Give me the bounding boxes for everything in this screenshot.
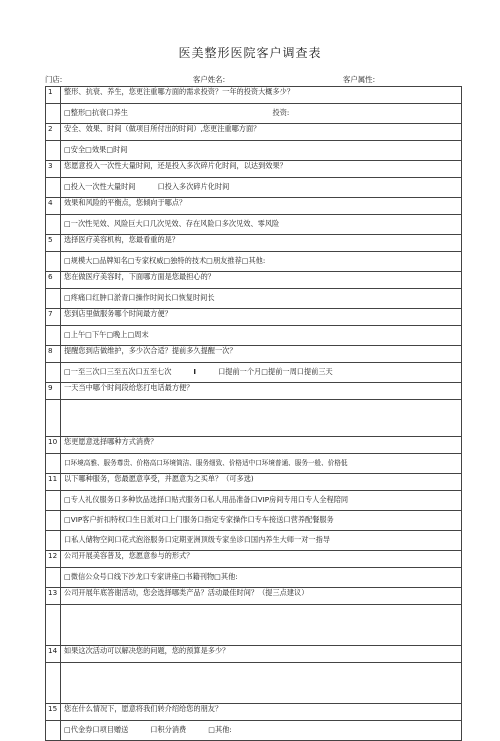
- answer-options: [61, 178, 462, 198]
- question-row: [46, 551, 462, 568]
- question-text: 整形、抗衰、养生，您更注重哪方面的需求投资？一年的投资大概多少？: [61, 87, 462, 104]
- question-text: 以下哪种服务，您最愿意享受，并愿意为之买单？（可多选): [61, 474, 462, 491]
- option-checkboxes[interactable]: 口投入多次碎片化时间: [157, 182, 230, 191]
- question-row: [46, 474, 462, 491]
- question-text: 选择医疗美容机构，您最看重的是？: [61, 235, 462, 252]
- question-row: [46, 87, 462, 104]
- question-text: 您到店里做服务哪个时间最方便？: [61, 309, 462, 326]
- question-text: 公司开展年底答谢活动，您会选择哪类产品？活动最佳时间？（提三点建议）: [61, 588, 462, 605]
- question-text: 您在什么情况下，愿意将我们转介绍给您的朋友？: [61, 704, 462, 721]
- question-row: [46, 309, 462, 326]
- store-label: 门店:: [45, 75, 63, 84]
- answer-options: [61, 363, 462, 383]
- question-text: 您愿意投入一次性大量时间，还是投入多次碎片化时间，以达到效果？: [61, 161, 462, 178]
- question-number: 4: [46, 198, 61, 215]
- customer-info-row: [45, 74, 462, 86]
- answer-space-row: [46, 605, 462, 646]
- question-number: 1: [46, 87, 61, 104]
- option-checkboxes[interactable]: □专人礼仪服务口多种饮品选择口贴式服务口私人用品准备口VIP房间专用口专人全程陪同: [61, 491, 462, 511]
- question-row: [46, 437, 462, 454]
- answer-space[interactable]: [61, 663, 462, 704]
- option-checkboxes[interactable]: 口积分消费: [150, 725, 187, 734]
- answer-row: [46, 141, 462, 161]
- question-row: [46, 646, 462, 663]
- separator-mark: I: [193, 367, 197, 376]
- survey-table: [45, 86, 462, 741]
- answer-row: [46, 363, 462, 383]
- option-checkboxes[interactable]: □其他:: [208, 725, 232, 734]
- option-checkboxes[interactable]: □代金券口项目赠送: [64, 725, 129, 734]
- answer-row: [46, 252, 462, 272]
- option-checkboxes[interactable]: 口环境高雅、服务尊贵、价格高口环境简洁、服务细致、价格适中口环境普通、服务一般、价格低: [61, 454, 462, 474]
- option-checkboxes[interactable]: □微信公众号口线下沙龙口专家讲座□书籍刊物□其他:: [61, 568, 462, 588]
- option-checkboxes[interactable]: □安全□效果□时间: [61, 141, 462, 161]
- question-number: 13: [46, 588, 61, 605]
- question-text: 您更愿意选择哪种方式消费？: [61, 437, 462, 454]
- question-text: 提醒您到店做维护，多少次合适？提前多久提醒一次？: [61, 346, 462, 363]
- customer-name-label: 客户姓名:: [193, 75, 226, 84]
- question-number: 10: [46, 437, 61, 454]
- answer-row: [46, 721, 462, 741]
- answer-row: [46, 215, 462, 235]
- question-row: [46, 704, 462, 721]
- answer-row: [46, 104, 462, 124]
- option-checkboxes[interactable]: □一次性见效、风险巨大口几次见效、存在风险口多次见效、零风险: [61, 215, 462, 235]
- option-checkboxes[interactable]: 口私人储物空间口花式泡浴服务口定期亚洲顶级专家坐诊口国内养生大师一对一指导: [61, 531, 462, 551]
- question-number: 3: [46, 161, 61, 178]
- answer-options: [61, 104, 462, 124]
- answer-row: [46, 326, 462, 346]
- answer-space-row: [46, 663, 462, 704]
- answer-row: [46, 289, 462, 309]
- option-checkboxes[interactable]: □投入一次性大量时间: [64, 182, 136, 191]
- answer-row: [46, 454, 462, 474]
- question-number: 9: [46, 383, 61, 400]
- question-row: [46, 198, 462, 215]
- question-text: 您在做医疗美容时，下面哪方面是您最担心的？: [61, 272, 462, 289]
- question-text: 一天当中哪个时间段给您打电话最方便？: [61, 383, 462, 400]
- option-checkboxes[interactable]: □整形□抗衰口养生: [64, 108, 128, 117]
- question-number: 6: [46, 272, 61, 289]
- question-number: 11: [46, 474, 61, 491]
- question-text: 如果这次活动可以解决您的问题，您的预算是多少？: [61, 646, 462, 663]
- question-number: 5: [46, 235, 61, 252]
- investment-field[interactable]: 投资:: [272, 108, 290, 117]
- question-text: 安全、效果、时间（做项目所付出的时间）,您更注重哪方面？: [61, 124, 462, 141]
- question-row: [46, 346, 462, 363]
- answer-row: [46, 531, 462, 551]
- question-number: 2: [46, 124, 61, 141]
- question-number: 15: [46, 704, 61, 721]
- answer-space[interactable]: [61, 605, 462, 646]
- question-number: 8: [46, 346, 61, 363]
- option-checkboxes[interactable]: □VIP客户折扣特权口生日派对口上门服务口指定专家操作口专车接送口营养配餐服务: [61, 511, 462, 531]
- question-row: [46, 124, 462, 141]
- question-row: [46, 383, 462, 400]
- option-checkboxes[interactable]: 口提前一个月□提前一周口提前三天: [218, 367, 333, 376]
- answer-row: [46, 568, 462, 588]
- question-number: 14: [46, 646, 61, 663]
- question-number: 12: [46, 551, 61, 568]
- option-checkboxes[interactable]: □规模大□品牌知名□专家权威□独特的技术□朋友推荐□其他:: [61, 252, 462, 272]
- question-row: [46, 272, 462, 289]
- answer-row: [46, 491, 462, 511]
- question-row: [46, 161, 462, 178]
- answer-row: [46, 511, 462, 531]
- customer-attribute-label: 客户属性:: [343, 75, 376, 84]
- page-title: 医美整形医院客户调查表: [178, 46, 322, 60]
- answer-row: [46, 178, 462, 198]
- option-checkboxes[interactable]: □上午□下午□晚上□周末: [61, 326, 462, 346]
- question-row: [46, 588, 462, 605]
- question-text: 效果和风险的平衡点，您倾向于哪点？: [61, 198, 462, 215]
- question-number: 7: [46, 309, 61, 326]
- answer-space-row: [46, 400, 462, 437]
- option-checkboxes[interactable]: □疼痛口红肿口淤青口操作时间长口恢复时间长: [61, 289, 462, 309]
- answer-space[interactable]: [61, 400, 462, 437]
- answer-options: [61, 721, 462, 741]
- question-row: [46, 235, 462, 252]
- question-text: 公司开展美容普及，您愿意参与的形式？: [61, 551, 462, 568]
- option-checkboxes[interactable]: □一至三次口三至五次口五至七次: [64, 367, 172, 376]
